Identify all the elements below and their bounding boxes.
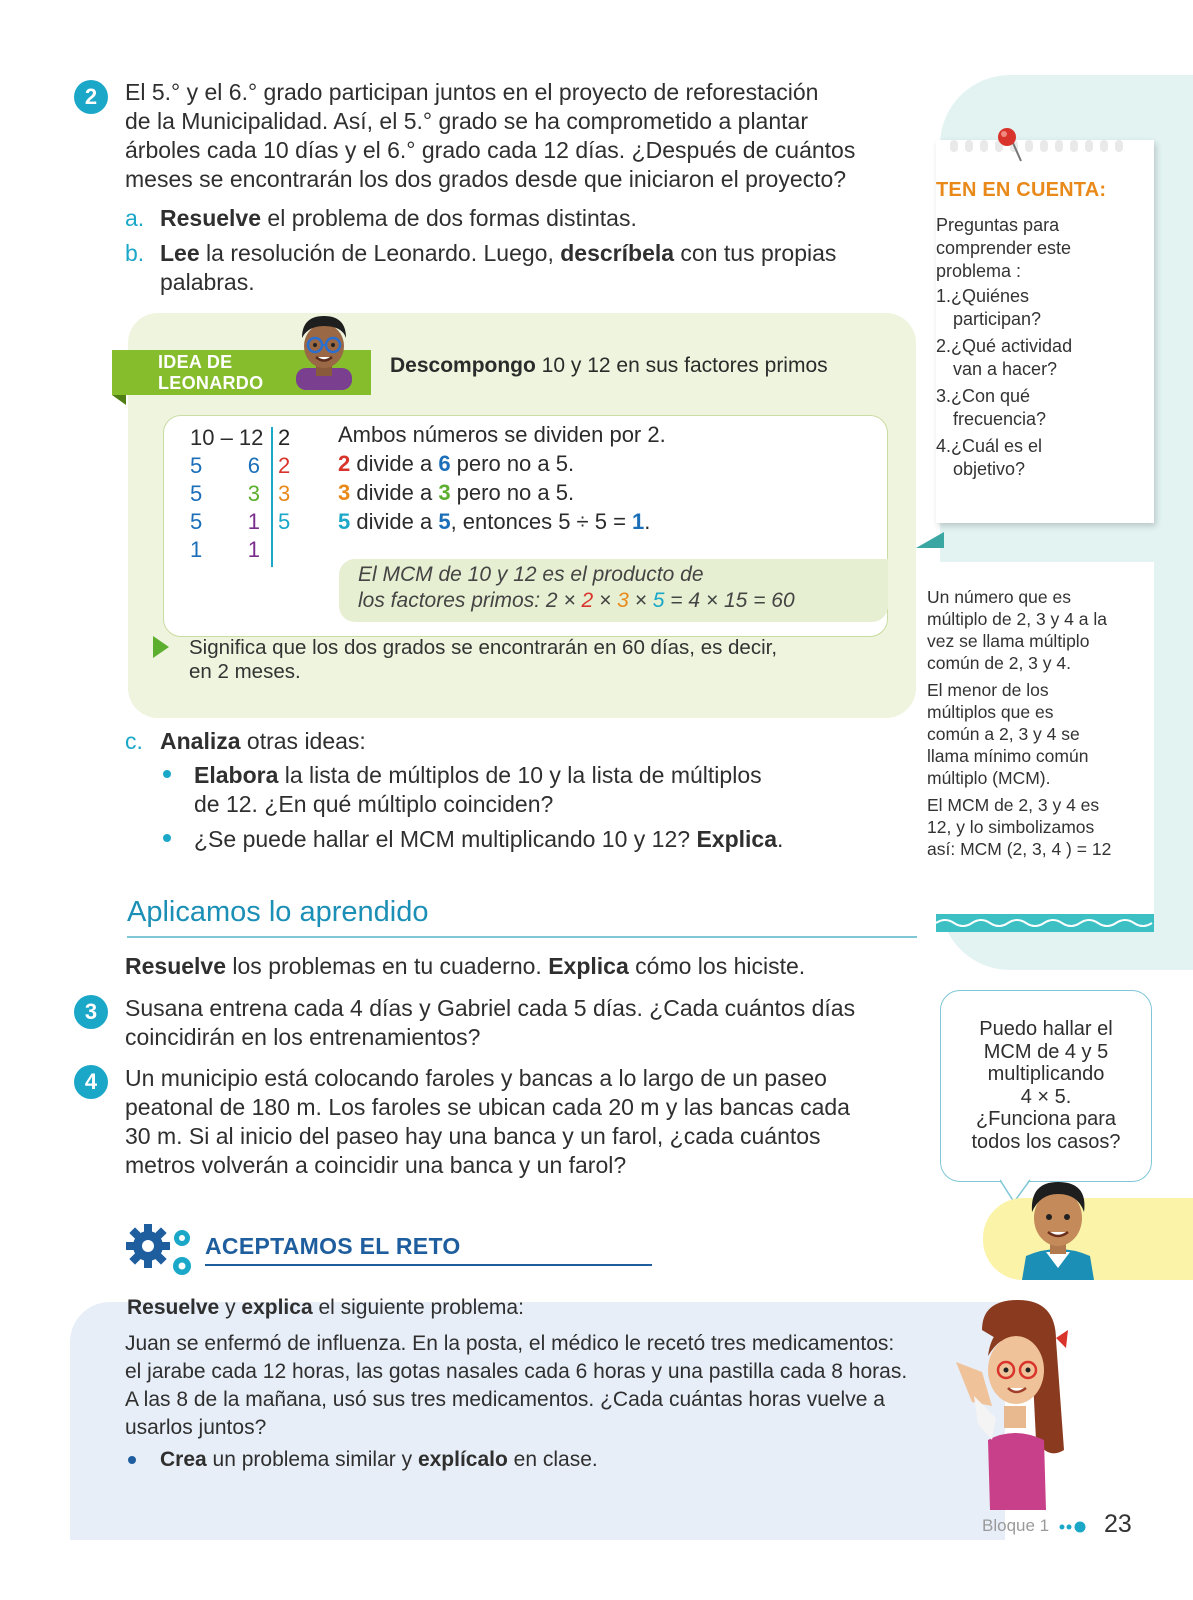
bubble-line: 4 × 5.	[1020, 1085, 1072, 1108]
idea-tag-label: IDEA DE LEONARDO	[158, 351, 264, 393]
definition-line: múltiplo (MCM).	[927, 768, 1051, 788]
conclusion-line: Significa que los dos grados se encontrarán en 60 días, es decir,	[189, 636, 778, 659]
definition-line: El MCM de 2, 3 y 4 es	[927, 795, 1100, 815]
bubble-line: todos los casos?	[971, 1130, 1121, 1153]
verb: Explica	[548, 953, 629, 979]
reto-title: ACEPTAMOS EL RETO	[205, 1233, 461, 1259]
factor-cell: 1	[247, 537, 260, 562]
note-title: TEN EN CUENTA:	[936, 179, 1107, 201]
definition-paragraph	[927, 679, 1149, 789]
note-line: Preguntas para	[936, 215, 1060, 235]
item-text: la lista de múltiplos de 10 y la lista de múltiplos	[278, 762, 762, 788]
divisor-header: 2	[278, 425, 291, 450]
girl-avatar	[952, 1300, 1068, 1510]
factor-col-2	[236, 452, 260, 564]
card-fold	[916, 532, 944, 548]
explanation-number: 2	[338, 451, 351, 476]
pushpin-icon	[993, 125, 1029, 165]
factor-cell: 6	[247, 453, 260, 478]
item-letter: a.	[125, 205, 145, 231]
factor-table-header: 10 – 12	[190, 425, 264, 450]
tag-fold	[112, 395, 126, 405]
statement-line: El 5.° y el 6.° grado participan juntos en el proyecto de reforestación	[125, 79, 819, 105]
question-text: ¿Quiénes	[951, 286, 1030, 306]
verb: descríbela	[560, 240, 675, 266]
section-rule	[127, 936, 917, 938]
bullet-dot	[128, 1456, 136, 1464]
mcm-factor: 3	[617, 589, 629, 612]
item-c-bullet-2	[194, 825, 783, 854]
note-questions	[936, 285, 1136, 481]
bubble-text	[944, 1018, 1148, 1153]
explanation-number: 6	[438, 451, 451, 476]
mcm-factor: 2	[581, 589, 594, 612]
item-letter: b.	[125, 240, 145, 266]
mcm-text: ×	[593, 589, 618, 612]
divisor-col	[278, 452, 290, 536]
verb: explica	[241, 1296, 313, 1319]
bullet-text: un problema similar y	[206, 1448, 418, 1471]
idea-tag	[112, 350, 287, 395]
definition-line: llama mínimo común	[927, 746, 1089, 766]
statement-line: de la Municipalidad. Así, el 5.° grado se ha comprometido a plantar	[125, 108, 808, 134]
bubble-line: Puedo hallar el	[979, 1018, 1113, 1040]
idea-conclusion	[189, 636, 777, 684]
idea-heading-text: 10 y 12 en sus factores primos	[535, 354, 828, 377]
definition-paragraph	[927, 794, 1149, 860]
problem-2-statement	[125, 78, 885, 194]
question-text: participan?	[953, 309, 1042, 329]
divisor-cell: 3	[278, 481, 291, 506]
mcm-factor: 5	[652, 589, 665, 612]
explanation-number: 3	[338, 480, 351, 505]
definition-text	[927, 586, 1149, 860]
factor-cell: 1	[190, 537, 203, 562]
definition-line: Un número que es	[927, 587, 1071, 607]
question-number: 2.	[936, 336, 952, 356]
divisor-cell: 2	[278, 453, 291, 478]
statement-line: metros volverán a coincidir una banca y un farol?	[125, 1152, 627, 1178]
reto-statement	[125, 1330, 955, 1442]
verb: Crea	[160, 1448, 207, 1471]
question-number: 3.	[936, 386, 952, 406]
mcm-text: = 4 × 15 = 60	[664, 589, 795, 612]
question-text: ¿Qué actividad	[951, 336, 1073, 356]
bubble-line: multiplicando	[987, 1063, 1105, 1085]
question-text: ¿Cuál es el	[951, 436, 1043, 456]
problem-3-statement	[125, 994, 885, 1052]
verb: Elabora	[194, 762, 279, 788]
explanation-line	[338, 478, 666, 507]
mcm-line	[358, 588, 795, 614]
item-c-text	[160, 727, 366, 756]
section-title: Aplicamos lo aprendido	[127, 896, 429, 928]
explanation-line: Ambos números se dividen por 2.	[338, 422, 666, 447]
item-c	[125, 727, 143, 756]
definition-paragraph	[927, 586, 1149, 674]
explanation-line	[338, 507, 666, 536]
factor-cell: 3	[247, 481, 260, 506]
explanation-text: divide a	[350, 451, 439, 476]
note-intro	[936, 214, 1071, 283]
triangle-bullet-icon	[153, 636, 169, 658]
reto-rule	[205, 1264, 652, 1266]
question-text: objetivo?	[953, 459, 1026, 479]
item-b	[125, 239, 144, 268]
item-c-bullet-1	[194, 761, 874, 819]
item-text: de 12. ¿En qué múltiplo coinciden?	[194, 791, 554, 817]
statement-line: coincidirán en los entrenamientos?	[125, 1024, 481, 1050]
definition-line: vez se llama múltiplo	[927, 631, 1090, 651]
definition-line: múltiplo de 2, 3 y 4 a la	[927, 609, 1107, 629]
statement-line: Susana entrena cada 4 días y Gabriel cada 5 días. ¿Cada cuántos días	[125, 995, 856, 1021]
explanation-number: 1	[632, 509, 645, 534]
explanation-line	[338, 449, 666, 478]
statement-line: Un municipio está colocando faroles y bancas a lo largo de un paseo	[125, 1065, 827, 1091]
aplicamos-intro	[125, 952, 805, 981]
statement-line: 30 m. Si al inicio del paseo hay una banca y un farol, ¿cada cuántos	[125, 1123, 821, 1149]
reto-line: Juan se enfermó de influenza. En la posta, el médico le recetó tres medicamentos:	[125, 1332, 895, 1355]
divisor-cell: 5	[278, 509, 291, 534]
note-line: problema :	[936, 261, 1022, 281]
factor-cell: 5	[190, 509, 203, 534]
verb: Resuelve	[160, 205, 262, 231]
statement-line: árboles cada 10 días y el 6.° grado cada 12 días. ¿Después de cuántos	[125, 137, 856, 163]
item-a-text	[160, 204, 637, 233]
verb: Analiza	[160, 728, 241, 754]
question-text: ¿Con qué	[951, 386, 1031, 406]
definition-line: 12, y lo simbolizamos	[927, 817, 1095, 837]
definition-line: así: MCM (2, 3, 4 ) = 12	[927, 839, 1112, 859]
note-question	[936, 435, 1136, 481]
factor-cell: 5	[190, 453, 203, 478]
explanation-text: divide a	[350, 480, 439, 505]
explanation-number: 5	[338, 509, 351, 534]
explanation-text: pero no a 5.	[450, 480, 575, 505]
note-question	[936, 385, 1136, 431]
statement-line: meses se encontrarán los dos grados desde que iniciaron el proyecto?	[125, 166, 847, 192]
leonardo-avatar	[288, 312, 360, 390]
item-text: otras ideas:	[240, 728, 366, 754]
page-number: 23	[1104, 1510, 1132, 1538]
verb: Resuelve	[125, 953, 227, 979]
reto-intro	[127, 1294, 524, 1321]
question-text: van a hacer?	[953, 359, 1058, 379]
problem-4-badge: 4	[74, 1065, 108, 1099]
note-binding	[950, 140, 1140, 154]
item-text: con tus propias	[674, 240, 837, 266]
mcm-text: ×	[628, 589, 653, 612]
intro-text: y	[219, 1296, 242, 1319]
statement-line: peatonal de 180 m. Los faroles se ubican cada 20 m y las bancas cada	[125, 1094, 850, 1120]
item-text: palabras.	[160, 269, 255, 295]
gears-icon	[126, 1222, 198, 1282]
intro-text: cómo los hiciste.	[628, 953, 806, 979]
problem-3-badge: 3	[74, 995, 108, 1029]
definition-line: común a 2, 3 y 4 se	[927, 724, 1080, 744]
bullet-dot	[163, 834, 171, 842]
reto-bullet	[160, 1446, 598, 1474]
problem-4-statement	[125, 1064, 885, 1180]
explanation-text: .	[644, 509, 651, 534]
mcm-result	[358, 562, 795, 614]
note-question	[936, 285, 1136, 331]
explanation-text: pero no a 5.	[450, 451, 575, 476]
reto-line: el jarabe cada 12 horas, las gotas nasales cada 6 horas y una pastilla cada 8 horas.	[125, 1360, 908, 1383]
mcm-line: El MCM de 10 y 12 es el producto de	[358, 563, 704, 586]
note-question	[936, 335, 1136, 381]
factor-cell: 1	[247, 509, 260, 534]
item-text: el problema de dos formas distintas.	[261, 205, 637, 231]
item-text: ¿Se puede hallar el MCM multiplicando 10 y 12?	[194, 826, 697, 852]
item-text: .	[776, 826, 784, 852]
boy-avatar	[1012, 1172, 1104, 1280]
bubble-line: MCM de 4 y 5	[983, 1040, 1109, 1063]
item-a	[125, 204, 144, 233]
verb: explícalo	[417, 1448, 508, 1471]
explanation-number: 5	[438, 509, 451, 534]
idea-heading-verb: Descompongo	[390, 354, 536, 377]
factor-col-1	[190, 452, 202, 564]
factor-divider	[271, 427, 273, 567]
question-number: 4.	[936, 436, 952, 456]
verb: Explica	[696, 826, 777, 852]
question-number: 1.	[936, 286, 952, 306]
footer-block-label: Bloque 1	[982, 1516, 1050, 1535]
bubble-line: ¿Funciona para	[975, 1108, 1117, 1130]
verb: Resuelve	[127, 1296, 220, 1319]
explanation-text: divide a	[350, 509, 439, 534]
bullet-dot	[163, 770, 171, 778]
note-line: comprender este	[936, 238, 1072, 258]
decomposition-explanation	[338, 420, 666, 536]
problem-2-badge: 2	[74, 80, 108, 114]
explanation-text: , entonces 5 ÷ 5 =	[450, 509, 633, 534]
definition-line: común de 2, 3 y 4.	[927, 653, 1071, 673]
reto-line: usarlos juntos?	[125, 1416, 267, 1439]
factor-cell: 5	[190, 481, 203, 506]
definition-line: múltiplos que es	[927, 702, 1054, 722]
idea-heading	[390, 352, 828, 380]
reto-line: A las 8 de la mañana, usó sus tres medicamentos. ¿Cada cuántas horas vuelve a	[125, 1388, 885, 1411]
bullet-text: en clase.	[507, 1448, 598, 1471]
item-b-text	[160, 239, 880, 297]
verb: Lee	[160, 240, 200, 266]
conclusion-line: en 2 meses.	[189, 660, 301, 683]
mcm-text: los factores primos: 2 ×	[358, 589, 582, 612]
item-text: la resolución de Leonardo. Luego,	[199, 240, 561, 266]
question-text: frecuencia?	[953, 409, 1047, 429]
item-letter: c.	[125, 728, 143, 754]
definition-line: El menor de los	[927, 680, 1049, 700]
explanation-number: 3	[438, 480, 451, 505]
intro-text: los problemas en tu cuaderno.	[226, 953, 549, 979]
wave-pattern	[936, 916, 1154, 930]
intro-text: el siguiente problema:	[312, 1296, 524, 1319]
footer-dots-icon	[1058, 1520, 1088, 1534]
